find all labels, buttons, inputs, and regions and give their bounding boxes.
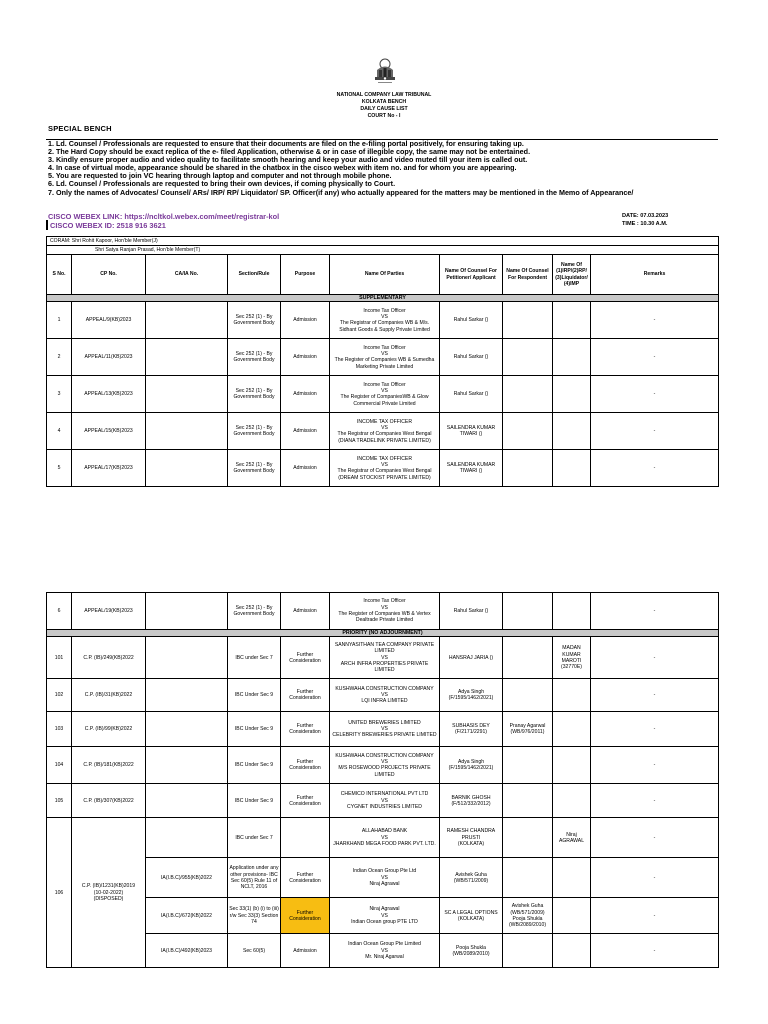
row-ca-no: IA(I.B.C)/672(KB)2022 [146,898,228,934]
row-purpose: Further Consideration [281,784,330,818]
row-cp-no: C.P. (IB)/1231(KB)2019 (10-02-2022) (DISPOSED) [72,818,146,968]
row-ca-no [146,413,228,450]
row-sno: 3 [47,376,72,413]
row-irp [553,679,591,712]
col-remarks: Remarks [591,255,719,295]
row-section: Application under any other provisions- IBC Sec 60(5) Rule 11 of NCLT, 2016 [228,858,281,898]
row-section: IBC Under Sec 9 [228,712,281,747]
row-ca-no [146,339,228,376]
row-parties: ALLAHABAD BANK VS JHARKHAND MEGA FOOD PARK PVT. LTD. [330,818,440,858]
instruction-4: 4. In case of virtual mode, appearance should be shared in the chatbox in the cisco webex with item no. and for whom you are appearing. [48,163,517,173]
row-irp [553,934,591,968]
header-court: COURT No - I [367,113,401,119]
row-counsel-resp [503,784,553,818]
table-row [47,593,719,630]
table-row [47,302,719,339]
row-sno: 103 [47,712,72,747]
row-irp [553,898,591,934]
row-irp [553,784,591,818]
col-sno: S No. [47,255,72,295]
row-irp [553,593,591,630]
row-section: Sec 252 (1) - By Government Body [228,413,281,450]
text-cursor-bar [46,220,48,230]
row-purpose: Admission [281,376,330,413]
row-irp [553,376,591,413]
row-remarks: - [591,302,719,339]
row-parties: Indian Ocean Group Pte Limited VS Mr. Niraj Agarwal [330,934,440,968]
row-parties: CHEMICO INTERNATIONAL PVT LTD VS CYGNET INDUSTRIES LIMITED [330,784,440,818]
special-bench-title: SPECIAL BENCH [48,124,112,133]
table-row [47,712,719,747]
instruction-5: 5. You are requested to join VC hearing through laptop and computer and not through mobile phone. [48,171,392,181]
row-parties: Indian Ocean Group Pte Ltd VS Niraj Agrawal [330,858,440,898]
row-cp-no: C.P. (IB)/181(KB)2022 [72,747,146,784]
row-cp-no: APPEAL/9(KB)2023 [72,302,146,339]
instruction-6: 6. Ld. Counsel / Professionals are requested to bring their own devices, if coming physically to Court. [48,179,396,189]
row-cp-no: C.P. (IB)/249(KB)2022 [72,637,146,679]
row-counsel-pet: Rahul Sarkar () [440,302,503,339]
row-ca-no [146,679,228,712]
row-remarks: - [591,679,719,712]
row-irp [553,302,591,339]
row-ca-no [146,302,228,339]
row-counsel-resp [503,934,553,968]
row-irp: MADAN KUMAR MAROTI (32770E) [553,637,591,679]
row-counsel-resp: Pranay Agarwal (WB/976/2011) [503,712,553,747]
row-remarks: - [591,858,719,898]
row-purpose: Further Consideration [281,747,330,784]
table-row [47,339,719,376]
row-counsel-resp [503,376,553,413]
row-counsel-pet: Adya Singh (F/1595/1462/2021) [440,679,503,712]
row-counsel-pet: HANSRAJ JARIA () [440,637,503,679]
row-section: IBC Under Sec 9 [228,784,281,818]
row-cp-no: APPEAL/13(KB)2023 [72,376,146,413]
row-remarks: - [591,898,719,934]
hearing-date: DATE: 07.03.2023 [622,213,669,219]
row-ca-no: IA(I.B.C)/492(KB)2023 [146,934,228,968]
row-sno: 102 [47,679,72,712]
row-counsel-pet: Rahul Sarkar () [440,593,503,630]
row-counsel-resp [503,593,553,630]
row-counsel-pet: Pooja Shukla (WB/2089/2010) [440,934,503,968]
row-sno: 1 [47,302,72,339]
row-remarks: - [591,818,719,858]
col-counsel-resp: Name Of Counsel For Respondent [503,255,553,295]
row-purpose: Further Consideration [281,637,330,679]
row-purpose: Admission [281,593,330,630]
row-purpose [281,818,330,858]
row-sno: 6 [47,593,72,630]
row-counsel-pet: Rahul Sarkar () [440,339,503,376]
row-sno: 105 [47,784,72,818]
row-remarks: - [591,450,719,487]
row-counsel-resp [503,858,553,898]
table-row [47,450,719,487]
col-irp: Name Of (1)IRP/(2)RP/ (3)Liquidator/ (4)IMP [553,255,591,295]
col-ca: CA/IA No. [146,255,228,295]
row-parties: UNITED BREWERIES LIMITED VS CELEBRITY BREWERIES PRIVATE LIMITED [330,712,440,747]
row-remarks: - [591,413,719,450]
row-section: Sec 33(1) (b) (i) to (iii) r/w Sec 33(3) Section 74 [228,898,281,934]
row-ca-no: IA(I.B.C)/955(KB)2022 [146,858,228,898]
row-purpose: Admission [281,302,330,339]
cause-list-table-page2 [46,592,719,968]
webex-id: CISCO WEBEX ID: 2518 916 3621 [50,221,166,230]
row-sno: 5 [47,450,72,487]
row-counsel-resp [503,747,553,784]
row-parties: Niraj Agrawal VS Indian Ocean group PTE LTD [330,898,440,934]
row-counsel-pet: SAILENDRA KUMAR TIWARI () [440,450,503,487]
instruction-1: 1. Ld. Counsel / Professionals are requested to ensure that their documents are filed on the e-filing portal positively, for ensuring taking up. [48,139,524,148]
row-ca-no [146,818,228,858]
row-section: IBC Under Sec 9 [228,679,281,712]
row-counsel-pet: BARNIK GHOSH (F/512/332/2012) [440,784,503,818]
row-ca-no [146,450,228,487]
col-section: Section/Rule [228,255,281,295]
row-counsel-resp: Avishek Guha (WB/571/2009) Pooja Shukla (WB/2089/2010) [503,898,553,934]
row-counsel-pet: SAILENDRA KUMAR TIWARI () [440,413,503,450]
table-row [47,858,719,898]
row-remarks: - [591,637,719,679]
row-counsel-resp [503,413,553,450]
row-section: Sec 252 (1) - By Government Body [228,593,281,630]
table-row [47,818,719,858]
row-remarks: - [591,934,719,968]
section-priority: PRIORITY (NO ADJOURNMENT) [47,630,719,637]
row-parties: Income Tax Officer VS The Register of Companies WB & Vertex Dealtrade Private Limited [330,593,440,630]
col-purpose: Purpose [281,255,330,295]
row-counsel-pet: Rahul Sarkar () [440,376,503,413]
row-parties: INCOME TAX OFFICER VS The Registrar of Companies West Bengal (DREAM STOCKIST PRIVATE LIMITED) [330,450,440,487]
row-remarks: - [591,747,719,784]
webex-link[interactable]: CISCO WEBEX LINK: https://ncltkol.webex.com/meet/registrar-kol [48,212,280,221]
row-purpose: Further Consideration [281,679,330,712]
row-remarks: - [591,376,719,413]
table-row [47,376,719,413]
row-cp-no: APPEAL/11(KB)2023 [72,339,146,376]
row-purpose: Admission [281,934,330,968]
header-cause-list: DAILY CAUSE LIST [360,106,408,112]
row-purpose: Further Consideration [281,898,330,934]
table-row [47,413,719,450]
row-parties: SANNYASITHAN TEA COMPANY PRIVATE LIMITED VS ARCH INFRA PROPERTIES PRIVATE LIMITED [330,637,440,679]
section-supplementary: SUPPLEMENTARY [47,295,719,302]
row-irp [553,712,591,747]
row-purpose: Admission [281,339,330,376]
row-sno: 104 [47,747,72,784]
row-parties: Income Tax Officer VS The Register of CompaniesWB & Glow Commercial Private Limited [330,376,440,413]
row-section: IBC Under Sec 9 [228,747,281,784]
row-sno: 2 [47,339,72,376]
row-remarks: - [591,593,719,630]
row-counsel-pet: SC A LEGAL OPTIONS (KOLKATA) [440,898,503,934]
row-irp [553,858,591,898]
instruction-2: 2. The Hard Copy should be exact replica of the e- filed Application, otherwise & or in case of illegible copy, the same may not be entertained. [48,147,531,157]
row-sno: 106 [47,818,72,968]
row-parties: Income Tax Officer VS The Registrar of Companies WB & M/s. Sidhant Goods & Supply Private Limited [330,302,440,339]
row-cp-no: APPEAL/17(KB)2023 [72,450,146,487]
row-section: IBC under Sec 7 [228,818,281,858]
row-cp-no: APPEAL/15(KB)2023 [72,413,146,450]
row-remarks: - [591,784,719,818]
row-counsel-resp [503,302,553,339]
row-purpose: Admission [281,450,330,487]
row-cp-no: APPEAL/19(KB)2023 [72,593,146,630]
instruction-3: 3. Kindly ensure proper audio and video quality to facilitate smooth hearing and keep your audio and video muted till your item is called out. [48,155,528,165]
row-remarks: - [591,339,719,376]
row-irp [553,413,591,450]
row-counsel-pet: Adya Singh (F/1595/1462/2021) [440,747,503,784]
coram-line-2: Shri Satya Ranjan Prasad, Hon'ble Member(T) [47,246,719,255]
row-parties: KUSHWAHA CONSTRUCTION COMPANY VS LQI INFRA LIMITED [330,679,440,712]
row-ca-no [146,376,228,413]
table-row [47,898,719,934]
row-section: Sec 60(5) [228,934,281,968]
row-section: Sec 252 (1) - By Government Body [228,450,281,487]
row-parties: INCOME TAX OFFICER VS The Registrar of Companies West Bengal (DIANA TRADELINK PRIVATE LIMITED) [330,413,440,450]
row-parties: KUSHWAHA CONSTRUCTION COMPANY VS M/S ROSEWOOD PROJECTS PRIVATE LIMITED [330,747,440,784]
row-counsel-pet: Avishek Guha (WB/571/2009) [440,858,503,898]
row-ca-no [146,784,228,818]
table-row [47,934,719,968]
instruction-7: 7. Only the names of Advocates/ Counsel/ ARs/ IRP/ RP/ Liquidator/ SP. Officer(if any) who actually appeared for the matters may be mentioned in the Memo of Appearance/ [48,187,634,197]
row-counsel-resp [503,450,553,487]
cause-list-table-page1 [46,236,719,487]
table-row [47,637,719,679]
row-counsel-resp [503,679,553,712]
row-purpose: Admission [281,413,330,450]
table-row [47,747,719,784]
row-cp-no: C.P. (IB)/99(KB)2022 [72,712,146,747]
row-section: Sec 252 (1) - By Government Body [228,339,281,376]
row-remarks: - [591,712,719,747]
header-tribunal: NATIONAL COMPANY LAW TRIBUNAL [336,92,432,98]
row-counsel-resp [503,818,553,858]
row-irp [553,747,591,784]
row-section: Sec 252 (1) - By Government Body [228,376,281,413]
row-counsel-pet: SUBHASIS DEY (F/2171/2291) [440,712,503,747]
row-purpose: Further Consideration [281,858,330,898]
hearing-time: TIME : 10.30 A.M. [622,221,668,227]
row-cp-no: C.P. (IB)/31(KB)2022 [72,679,146,712]
row-irp: Niraj AGRAWAL [553,818,591,858]
row-counsel-pet: RAMESH CHANDRA PRUSTI (KOLKATA) [440,818,503,858]
instructions [48,140,748,197]
row-counsel-resp [503,637,553,679]
row-purpose: Further Consideration [281,712,330,747]
row-ca-no [146,712,228,747]
row-irp [553,339,591,376]
col-cp: CP No. [72,255,146,295]
row-sno: 101 [47,637,72,679]
table-row [47,679,719,712]
emblem-icon [368,57,402,89]
coram-line-1: CORAM: Shri Rohit Kapoor, Hon'ble Member(J) [47,237,719,246]
header-bench: KOLKATA BENCH [361,99,407,105]
row-counsel-resp [503,339,553,376]
row-parties: Income Tax Officer VS The Register of Companies WB & Sumedha Marketing Private Limited [330,339,440,376]
row-cp-no: C.P. (IB)/307(KB)2022 [72,784,146,818]
col-parties: Name Of Parties [330,255,440,295]
row-irp [553,450,591,487]
row-ca-no [146,593,228,630]
row-sno: 4 [47,413,72,450]
row-section: IBC under Sec 7 [228,637,281,679]
row-section: Sec 252 (1) - By Government Body [228,302,281,339]
col-counsel-pet: Name Of Counsel For Petitioner/ Applicant [440,255,503,295]
row-ca-no [146,747,228,784]
row-ca-no [146,637,228,679]
table-row [47,784,719,818]
